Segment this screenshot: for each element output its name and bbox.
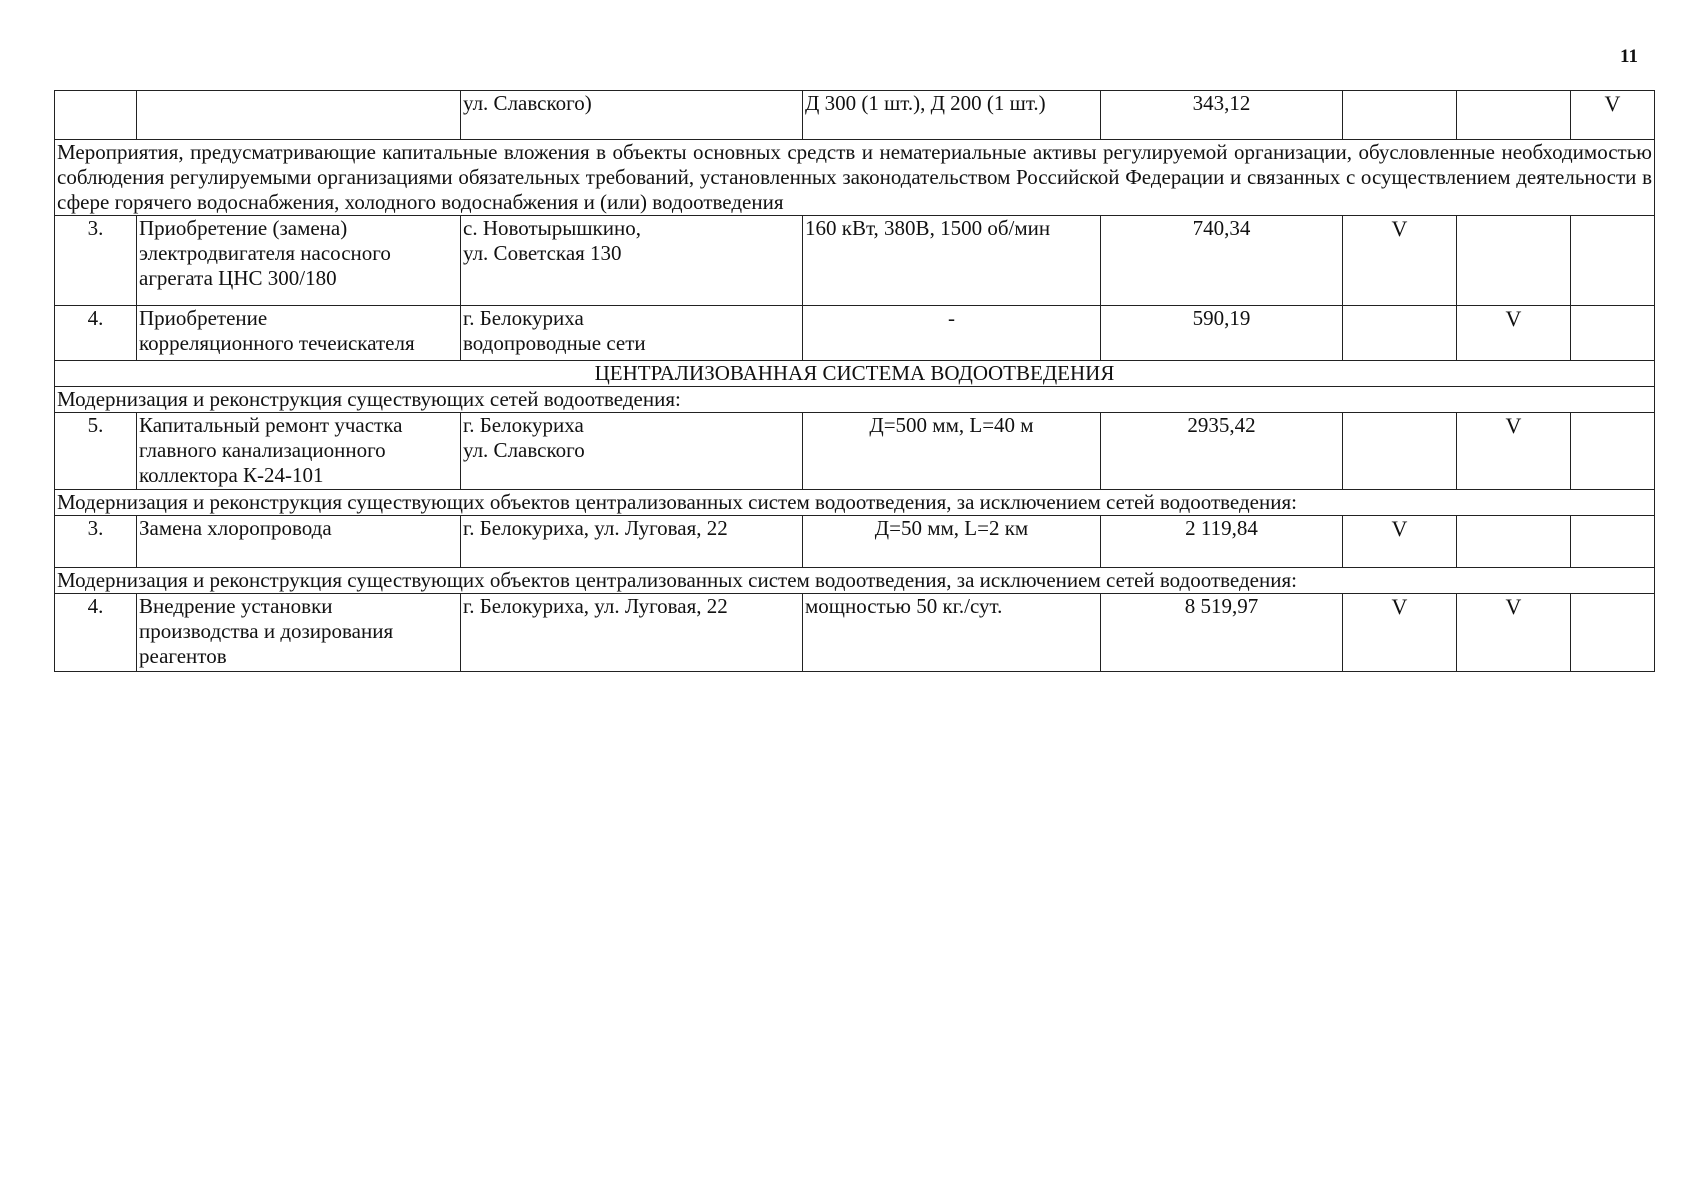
mark-1: V — [1343, 594, 1457, 672]
measures-table — [54, 90, 1655, 672]
page-number: 11 — [1620, 46, 1638, 67]
section-heading-row — [55, 361, 1655, 387]
mark-2: V — [1457, 413, 1571, 490]
specification: 160 кВт, 380В, 1500 об/мин — [803, 216, 1101, 306]
mark-1 — [1343, 91, 1457, 140]
mark-2: V — [1457, 594, 1571, 672]
mark-3 — [1571, 306, 1655, 361]
table-row — [55, 306, 1655, 361]
measure-name: Внедрение установки производства и дозирования реагентов — [137, 594, 461, 672]
table-row — [55, 413, 1655, 490]
section-row — [55, 568, 1655, 594]
mark-3 — [1571, 594, 1655, 672]
measure-name: Капитальный ремонт участка главного канализационного коллектора К-24-101 — [137, 413, 461, 490]
address: г. Белокуриха водопроводные сети — [461, 306, 803, 361]
section-text: Модернизация и реконструкция существующих объектов централизованных систем водоотведения, за исключением сетей водоотведения: — [55, 490, 1655, 516]
row-number: 4. — [55, 306, 137, 361]
section-row — [55, 387, 1655, 413]
section-heading: ЦЕНТРАЛИЗОВАННАЯ СИСТЕМА ВОДООТВЕДЕНИЯ — [55, 361, 1655, 387]
specification: Д=500 мм, L=40 м — [803, 413, 1101, 490]
specification: Д 300 (1 шт.), Д 200 (1 шт.) — [803, 91, 1101, 140]
mark-3 — [1571, 216, 1655, 306]
mark-1 — [1343, 306, 1457, 361]
mark-1: V — [1343, 516, 1457, 568]
mark-2: V — [1457, 306, 1571, 361]
cost: 2935,42 — [1101, 413, 1343, 490]
cost: 2 119,84 — [1101, 516, 1343, 568]
section-text: Мероприятия, предусматривающие капитальные вложения в объекты основных средств и нематериальные активы регулируемой организации, обусловленные необходимостью соблюдения регулируемыми организациями обязательных требований, установленных законодательством Российской Федерации и связанных с осуществлением деятельности в сфере горячего водоснабжения, холодного водоснабжения и (или) водоотведения — [55, 140, 1655, 216]
cost: 740,34 — [1101, 216, 1343, 306]
specification: мощностью 50 кг./сут. — [803, 594, 1101, 672]
mark-3 — [1571, 516, 1655, 568]
mark-3 — [1571, 413, 1655, 490]
mark-1 — [1343, 413, 1457, 490]
mark-2 — [1457, 91, 1571, 140]
mark-2 — [1457, 216, 1571, 306]
measure-name: Приобретение (замена) электродвигателя насосного агрегата ЦНС 300/180 — [137, 216, 461, 306]
mark-2 — [1457, 516, 1571, 568]
table-row — [55, 516, 1655, 568]
table-row — [55, 91, 1655, 140]
section-text: Модернизация и реконструкция существующих сетей водоотведения: — [55, 387, 1655, 413]
measure-name: Приобретение корреляционного течеискателя — [137, 306, 461, 361]
address: г. Белокуриха ул. Славского — [461, 413, 803, 490]
cost: 8 519,97 — [1101, 594, 1343, 672]
section-row — [55, 490, 1655, 516]
address: г. Белокуриха, ул. Луговая, 22 — [461, 594, 803, 672]
mark-1: V — [1343, 216, 1457, 306]
row-number: 5. — [55, 413, 137, 490]
measure-name — [137, 91, 461, 140]
mark-3: V — [1571, 91, 1655, 140]
table-row — [55, 594, 1655, 672]
specification: - — [803, 306, 1101, 361]
row-number: 3. — [55, 216, 137, 306]
specification: Д=50 мм, L=2 км — [803, 516, 1101, 568]
row-number: 3. — [55, 516, 137, 568]
cost: 343,12 — [1101, 91, 1343, 140]
table-row — [55, 216, 1655, 306]
section-row — [55, 140, 1655, 216]
cost: 590,19 — [1101, 306, 1343, 361]
section-text: Модернизация и реконструкция существующих объектов централизованных систем водоотведения, за исключением сетей водоотведения: — [55, 568, 1655, 594]
address: ул. Славского) — [461, 91, 803, 140]
measure-name: Замена хлоропровода — [137, 516, 461, 568]
row-number — [55, 91, 137, 140]
row-number: 4. — [55, 594, 137, 672]
address: г. Белокуриха, ул. Луговая, 22 — [461, 516, 803, 568]
address: с. Новотырышкино, ул. Советская 130 — [461, 216, 803, 306]
